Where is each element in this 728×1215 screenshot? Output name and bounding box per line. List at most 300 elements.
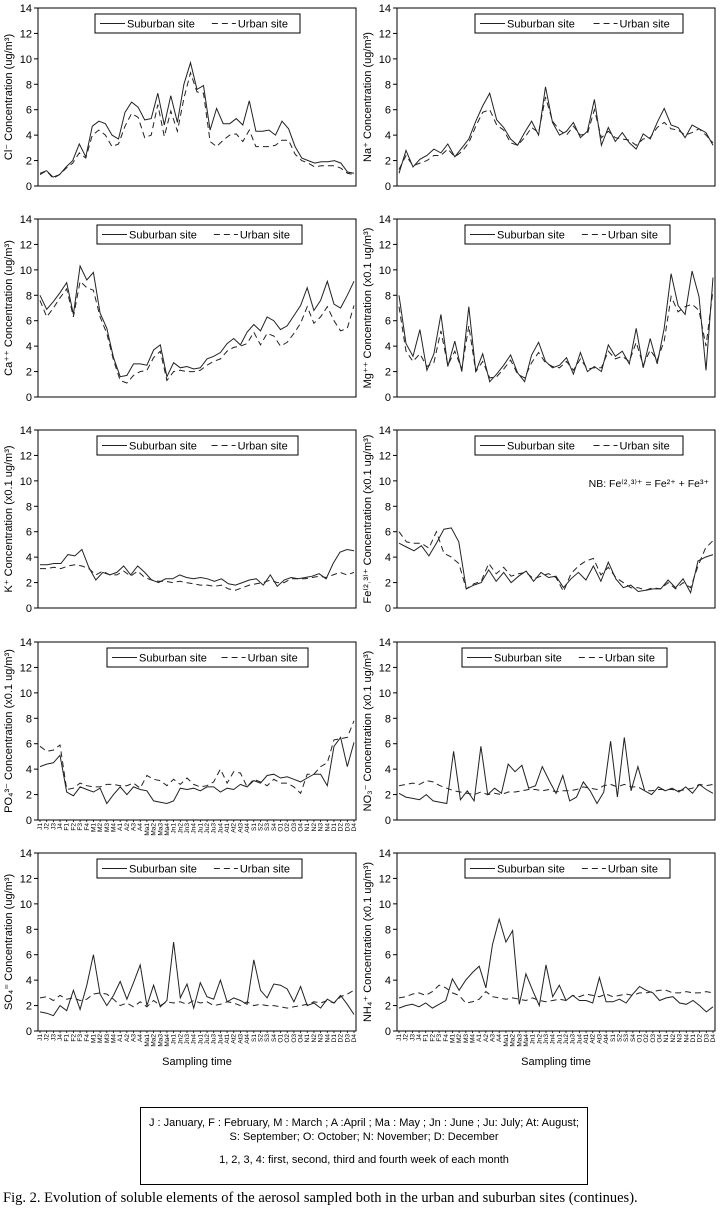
x-tick-label: J4 <box>57 823 65 830</box>
x-tick-label: O1 <box>636 1034 644 1043</box>
y-tick-label: 12 <box>19 28 32 41</box>
figure-caption: Fig. 2. Evolution of soluble elements of the aerosol sampled both in the urban and suburban sites (continues). <box>3 1190 638 1206</box>
x-axis-label: Sampling time <box>162 1056 232 1068</box>
y-tick-label: 10 <box>19 53 32 66</box>
y-tick-label: 8 <box>384 501 391 514</box>
y-tick-label: 0 <box>384 1026 391 1038</box>
x-tick-label: M1 <box>90 823 98 833</box>
x-tick-label: N3 <box>317 823 325 832</box>
y-tick-label: 6 <box>384 526 391 539</box>
x-tick-label: O1 <box>277 823 285 832</box>
chart-na <box>362 3 715 193</box>
x-tick-label: Jn2 <box>177 1034 185 1045</box>
y-tick-label: 6 <box>384 315 391 328</box>
plot-frame <box>38 8 356 186</box>
x-tick-label: D3 <box>344 1034 352 1043</box>
x-tick-label: Ma4 <box>163 1034 171 1047</box>
legend-label-suburban: Suburban site <box>139 652 207 665</box>
x-tick-label: Ju2 <box>563 1034 571 1045</box>
x-tick-label: N4 <box>683 1034 691 1043</box>
x-tick-label: S3 <box>264 1034 272 1042</box>
plot-frame <box>397 219 715 397</box>
x-tick-label: M4 <box>110 1034 118 1044</box>
y-tick-label: 0 <box>25 392 32 404</box>
y-tick-label: 14 <box>19 848 32 860</box>
x-tick-label: O2 <box>643 1034 651 1043</box>
y-tick-label: 6 <box>384 738 391 751</box>
legend-label-suburban: Suburban site <box>497 863 565 876</box>
legend <box>97 859 302 878</box>
y-tick-label: 12 <box>378 662 391 675</box>
x-tick-label: Jn3 <box>183 1034 191 1045</box>
y-tick-label: 8 <box>25 713 32 726</box>
x-tick-label: A4 <box>137 1034 145 1042</box>
y-axis-label: Mg⁺⁺ Concentration (x0.1 ug/m³) <box>362 227 374 389</box>
x-tick-label: N2 <box>310 1034 318 1043</box>
legend-label-urban: Urban site <box>247 652 298 665</box>
x-tick-label: At1 <box>224 1034 232 1044</box>
plot-frame <box>397 8 715 186</box>
y-tick-label: 12 <box>378 450 391 463</box>
y-tick-label: 2 <box>384 1000 391 1013</box>
x-tick-label: J2 <box>43 1034 51 1041</box>
series-line-suburban <box>40 550 354 587</box>
x-tick-label: M3 <box>103 823 111 833</box>
x-tick-label: M2 <box>97 1034 105 1044</box>
x-tick-label: N1 <box>304 823 312 832</box>
x-tick-label: Ma3 <box>157 823 165 836</box>
x-tick-label: Ma2 <box>150 823 158 836</box>
plot-frame <box>38 853 356 1031</box>
y-tick-label: 0 <box>25 181 32 193</box>
y-tick-label: 8 <box>25 501 32 514</box>
series-line-suburban <box>40 266 354 377</box>
x-tick-label: N4 <box>324 823 332 832</box>
x-tick-label: M2 <box>97 823 105 833</box>
legend-label-urban: Urban site <box>604 652 655 665</box>
x-tick-label: Ju4 <box>217 823 225 834</box>
x-tick-label: M2 <box>456 1034 464 1044</box>
chart-note: NB: Fe⁽²˒³⁾⁺ = Fe²⁺ + Fe³⁺ <box>588 478 709 490</box>
y-tick-label: 12 <box>19 662 32 675</box>
y-tick-label: 10 <box>19 475 32 488</box>
x-tick-label: D3 <box>703 1034 711 1043</box>
y-tick-label: 10 <box>378 687 391 700</box>
y-tick-label: 8 <box>384 924 391 937</box>
chart-no3 <box>362 637 715 827</box>
x-tick-label: Jn1 <box>170 1034 178 1045</box>
series-line-suburban <box>399 87 713 174</box>
series-line-urban <box>40 721 354 794</box>
abbreviation-key-box <box>140 1107 588 1185</box>
y-tick-label: 0 <box>25 1026 32 1038</box>
x-tick-label: A3 <box>130 1034 138 1042</box>
y-tick-label: 12 <box>19 873 32 886</box>
x-tick-label: N3 <box>317 1034 325 1043</box>
x-tick-label: Jn2 <box>177 823 185 834</box>
key-line-2: S: September; O: October; N: November; D: December <box>229 1131 499 1143</box>
y-tick-label: 14 <box>378 214 391 226</box>
x-tick-label: J4 <box>57 1034 65 1041</box>
legend <box>97 436 298 455</box>
plot-frame <box>38 219 356 397</box>
x-tick-label: O4 <box>656 1034 664 1043</box>
y-tick-label: 2 <box>25 155 32 168</box>
x-tick-label: Ma3 <box>157 1034 165 1047</box>
x-tick-label: O1 <box>277 1034 285 1043</box>
x-tick-label: O4 <box>297 1034 305 1043</box>
y-tick-label: 6 <box>384 104 391 117</box>
y-tick-label: 12 <box>378 873 391 886</box>
key-line-3: 1, 2, 3, 4: first, second, third and fourth week of each month <box>219 1154 509 1166</box>
y-tick-label: 10 <box>378 475 391 488</box>
y-tick-label: 14 <box>378 425 391 437</box>
y-tick-label: 0 <box>384 181 391 193</box>
x-axis-label: Sampling time <box>521 1056 591 1068</box>
y-axis-label: Fe⁽²˒³⁾⁺ Concentration (x0.1 ug/m³) <box>362 434 374 604</box>
x-tick-label: A2 <box>123 1034 131 1042</box>
y-tick-label: 8 <box>384 713 391 726</box>
chart-fe <box>362 425 715 615</box>
x-tick-label: D4 <box>710 1034 717 1043</box>
y-tick-label: 0 <box>384 603 391 615</box>
x-tick-label: J1 <box>37 823 44 830</box>
y-tick-label: 12 <box>19 450 32 463</box>
series-line-urban <box>40 281 354 383</box>
x-tick-label: Ju4 <box>576 1034 584 1045</box>
y-axis-label: PO₄³⁻ Concentration (x0.1 ug/m³) <box>3 649 15 813</box>
y-axis-label: K⁺ Concentration (x0.1 ug/m³) <box>3 445 15 593</box>
x-tick-label: D4 <box>351 1034 358 1043</box>
x-tick-label: N3 <box>676 1034 684 1043</box>
y-tick-label: 4 <box>384 341 391 354</box>
x-tick-label: Ju2 <box>204 823 212 834</box>
y-tick-label: 14 <box>378 848 391 860</box>
key-line-1: J : January, F : February, M : March ; A :April ; Ma : May ; Jn : June ; Ju: July; At: August; <box>149 1117 579 1129</box>
y-tick-label: 0 <box>25 603 32 615</box>
x-tick-label: Ma1 <box>143 823 151 836</box>
y-tick-label: 6 <box>25 526 32 539</box>
x-tick-label: Ju1 <box>556 1034 564 1045</box>
x-tick-label: F3 <box>77 1034 85 1042</box>
x-tick-label: S3 <box>623 1034 631 1042</box>
x-tick-label: S2 <box>257 1034 265 1042</box>
legend-label-suburban: Suburban site <box>129 440 197 453</box>
y-axis-label: SO₄⁼ Concentration (ug/m³) <box>3 873 15 1011</box>
legend <box>475 436 683 455</box>
x-tick-label: At2 <box>589 1034 597 1044</box>
plot-frame <box>397 853 715 1031</box>
y-tick-label: 4 <box>25 552 32 565</box>
x-tick-label: F2 <box>70 1034 78 1042</box>
x-tick-label: D1 <box>689 1034 697 1043</box>
y-tick-label: 4 <box>384 130 391 143</box>
x-tick-label: M1 <box>90 1034 98 1044</box>
x-tick-label: O3 <box>649 1034 657 1043</box>
y-tick-label: 8 <box>384 79 391 92</box>
x-tick-label: A2 <box>482 1034 490 1042</box>
x-tick-label: O3 <box>290 1034 298 1043</box>
chart-ca <box>3 214 356 404</box>
x-tick-label: S3 <box>264 823 272 831</box>
y-tick-label: 10 <box>378 898 391 911</box>
y-tick-label: 10 <box>378 53 391 66</box>
x-tick-label: A1 <box>117 823 125 831</box>
y-tick-label: 4 <box>384 552 391 565</box>
x-tick-label: A4 <box>496 1034 504 1042</box>
y-tick-label: 8 <box>384 290 391 303</box>
chart-k <box>3 425 356 615</box>
x-tick-label: F3 <box>77 823 85 831</box>
y-tick-label: 14 <box>378 637 391 649</box>
chart-po4 <box>3 637 358 836</box>
y-tick-label: 12 <box>378 28 391 41</box>
x-tick-label: D2 <box>337 1034 345 1043</box>
series-line-suburban <box>399 919 713 1012</box>
y-tick-label: 4 <box>25 764 32 777</box>
x-tick-label: Ju3 <box>569 1034 577 1045</box>
y-tick-label: 8 <box>25 924 32 937</box>
series-line-urban <box>399 290 713 378</box>
x-tick-label: F4 <box>83 823 91 831</box>
x-tick-label: D1 <box>330 1034 338 1043</box>
x-tick-label: J3 <box>50 1034 58 1041</box>
x-tick-label: Ma3 <box>516 1034 524 1047</box>
x-tick-label: Ju1 <box>197 1034 205 1045</box>
legend <box>95 14 300 33</box>
series-line-urban <box>399 97 713 170</box>
x-tick-label: O2 <box>284 1034 292 1043</box>
legend-label-urban: Urban site <box>237 18 288 31</box>
x-tick-label: Ju2 <box>204 1034 212 1045</box>
x-tick-label: D3 <box>344 823 352 832</box>
x-tick-label: F1 <box>63 1034 71 1042</box>
x-tick-label: S1 <box>250 1034 258 1042</box>
y-axis-label: NO₃⁻ Concentration (x0.1 ug/m³) <box>362 650 374 812</box>
y-axis-label: Na⁺ Concentration (ug/m³) <box>362 32 374 162</box>
y-tick-label: 2 <box>384 789 391 802</box>
series-line-suburban <box>399 271 713 382</box>
legend <box>465 859 670 878</box>
x-tick-label: N4 <box>324 1034 332 1043</box>
x-tick-label: At2 <box>230 1034 238 1044</box>
chart-nh4 <box>362 848 717 1068</box>
y-tick-label: 14 <box>19 425 32 437</box>
y-tick-label: 2 <box>25 789 32 802</box>
legend-label-suburban: Suburban site <box>494 652 562 665</box>
y-tick-label: 0 <box>384 392 391 404</box>
y-tick-label: 0 <box>384 815 391 827</box>
x-tick-label: Ma1 <box>502 1034 510 1047</box>
legend-label-urban: Urban site <box>607 863 658 876</box>
x-tick-label: At1 <box>224 823 232 833</box>
x-tick-label: Ma4 <box>522 1034 530 1047</box>
x-tick-label: Jn4 <box>190 1034 198 1045</box>
x-tick-label: J1 <box>37 1034 44 1041</box>
y-tick-label: 6 <box>25 315 32 328</box>
x-tick-label: Jn3 <box>183 823 191 834</box>
x-tick-label: A4 <box>137 823 145 831</box>
x-tick-label: J1 <box>396 1034 403 1041</box>
legend-label-urban: Urban site <box>619 440 670 453</box>
x-tick-label: S1 <box>609 1034 617 1042</box>
legend-label-suburban: Suburban site <box>497 229 565 242</box>
y-tick-label: 12 <box>19 239 32 252</box>
y-tick-label: 6 <box>25 104 32 117</box>
x-tick-label: N1 <box>304 1034 312 1043</box>
x-tick-label: J3 <box>409 1034 417 1041</box>
y-tick-label: 8 <box>25 290 32 303</box>
y-tick-label: 2 <box>25 577 32 590</box>
x-tick-label: Jn4 <box>549 1034 557 1045</box>
x-tick-label: Jn4 <box>190 823 198 834</box>
legend-label-urban: Urban site <box>239 863 290 876</box>
y-tick-label: 10 <box>19 898 32 911</box>
y-axis-label: Ca⁺⁺ Concentration (ug/m³) <box>3 240 15 376</box>
x-tick-label: A3 <box>130 823 138 831</box>
x-tick-label: N2 <box>669 1034 677 1043</box>
x-tick-label: At3 <box>237 1034 245 1044</box>
y-tick-label: 12 <box>378 239 391 252</box>
legend <box>97 225 302 244</box>
y-tick-label: 10 <box>19 264 32 277</box>
x-tick-label: S4 <box>270 1034 278 1042</box>
x-tick-label: J3 <box>50 823 58 830</box>
x-tick-label: S2 <box>616 1034 624 1042</box>
y-tick-label: 0 <box>25 815 32 827</box>
x-tick-label: Ju3 <box>210 823 218 834</box>
series-line-suburban <box>399 528 713 593</box>
x-tick-label: F2 <box>70 823 78 831</box>
legend <box>462 648 667 667</box>
x-tick-label: N2 <box>310 823 318 832</box>
plot-frame <box>38 642 356 820</box>
x-tick-label: A2 <box>123 823 131 831</box>
x-tick-label: O4 <box>297 823 305 832</box>
x-tick-label: Ma4 <box>163 823 171 836</box>
x-tick-label: Ju3 <box>210 1034 218 1045</box>
legend-label-urban: Urban site <box>237 440 288 453</box>
x-tick-label: F1 <box>422 1034 430 1042</box>
x-tick-label: A1 <box>476 1034 484 1042</box>
x-tick-label: Jn3 <box>542 1034 550 1045</box>
x-tick-label: S2 <box>257 823 265 831</box>
legend <box>475 14 683 33</box>
x-tick-label: F3 <box>436 1034 444 1042</box>
x-tick-label: Jn1 <box>529 1034 537 1045</box>
x-tick-label: At4 <box>244 1034 252 1044</box>
x-tick-label: S1 <box>250 823 258 831</box>
y-tick-label: 10 <box>378 264 391 277</box>
y-tick-label: 14 <box>19 214 32 226</box>
x-tick-label: S4 <box>629 1034 637 1042</box>
x-tick-label: Ma2 <box>150 1034 158 1047</box>
x-tick-label: At4 <box>244 823 252 833</box>
legend-label-suburban: Suburban site <box>507 18 575 31</box>
legend-label-suburban: Suburban site <box>507 440 575 453</box>
x-tick-label: A3 <box>489 1034 497 1042</box>
x-tick-label: At3 <box>596 1034 604 1044</box>
x-tick-label: M3 <box>462 1034 470 1044</box>
y-tick-label: 2 <box>384 577 391 590</box>
x-tick-label: D2 <box>337 823 345 832</box>
x-tick-label: A1 <box>117 1034 125 1042</box>
y-tick-label: 6 <box>25 738 32 751</box>
x-tick-label: F1 <box>63 823 71 831</box>
x-tick-label: F4 <box>442 1034 450 1042</box>
y-tick-label: 14 <box>19 3 32 15</box>
x-tick-label: O2 <box>284 823 292 832</box>
x-tick-label: At1 <box>583 1034 591 1044</box>
x-tick-label: Ju4 <box>217 1034 225 1045</box>
series-line-suburban <box>399 737 713 803</box>
x-tick-label: Ma1 <box>143 1034 151 1047</box>
legend-label-suburban: Suburban site <box>129 863 197 876</box>
x-tick-label: F2 <box>429 1034 437 1042</box>
series-line-suburban <box>40 63 354 177</box>
x-tick-label: At3 <box>237 823 245 833</box>
chart-cl <box>3 3 356 193</box>
y-tick-label: 4 <box>384 975 391 988</box>
legend-label-urban: Urban site <box>607 229 658 242</box>
x-tick-label: Ma2 <box>509 1034 517 1047</box>
legend <box>107 648 308 667</box>
legend-label-suburban: Suburban site <box>127 18 195 31</box>
y-tick-label: 2 <box>384 155 391 168</box>
x-tick-label: M3 <box>103 1034 111 1044</box>
x-tick-label: M4 <box>469 1034 477 1044</box>
x-tick-label: Jn1 <box>170 823 178 834</box>
legend-label-urban: Urban site <box>239 229 290 242</box>
legend-label-suburban: Suburban site <box>129 229 197 242</box>
y-tick-label: 4 <box>25 130 32 143</box>
chart-so4 <box>3 848 358 1068</box>
x-tick-label: J2 <box>402 1034 410 1041</box>
x-tick-label: J2 <box>43 823 51 830</box>
x-tick-label: Jn2 <box>536 1034 544 1045</box>
y-tick-label: 10 <box>19 687 32 700</box>
y-tick-label: 2 <box>25 366 32 379</box>
y-tick-label: 14 <box>378 3 391 15</box>
x-tick-label: At4 <box>603 1034 611 1044</box>
x-tick-label: J4 <box>416 1034 424 1041</box>
y-tick-label: 8 <box>25 79 32 92</box>
x-tick-label: D2 <box>696 1034 704 1043</box>
x-tick-label: D4 <box>351 823 358 832</box>
y-tick-label: 14 <box>19 637 32 649</box>
series-line-urban <box>399 781 713 795</box>
x-tick-label: M1 <box>449 1034 457 1044</box>
chart-mg <box>362 214 715 404</box>
x-tick-label: N1 <box>663 1034 671 1043</box>
y-tick-label: 2 <box>25 1000 32 1013</box>
x-tick-label: D1 <box>330 823 338 832</box>
y-tick-label: 4 <box>25 341 32 354</box>
x-tick-label: S4 <box>270 823 278 831</box>
series-line-suburban <box>40 737 354 803</box>
x-tick-label: At2 <box>230 823 238 833</box>
y-tick-label: 4 <box>25 975 32 988</box>
y-tick-label: 6 <box>384 949 391 962</box>
y-axis-label: NH₄⁺ Concentration (x0.1 ug/m³) <box>362 861 374 1023</box>
x-tick-label: O3 <box>290 823 298 832</box>
y-tick-label: 6 <box>25 949 32 962</box>
legend <box>465 225 670 244</box>
x-tick-label: Ju1 <box>197 823 205 834</box>
legend-label-urban: Urban site <box>619 18 670 31</box>
x-tick-label: M4 <box>110 823 118 833</box>
y-axis-label: Cl⁻ Concentration (ug/m³) <box>3 33 15 161</box>
